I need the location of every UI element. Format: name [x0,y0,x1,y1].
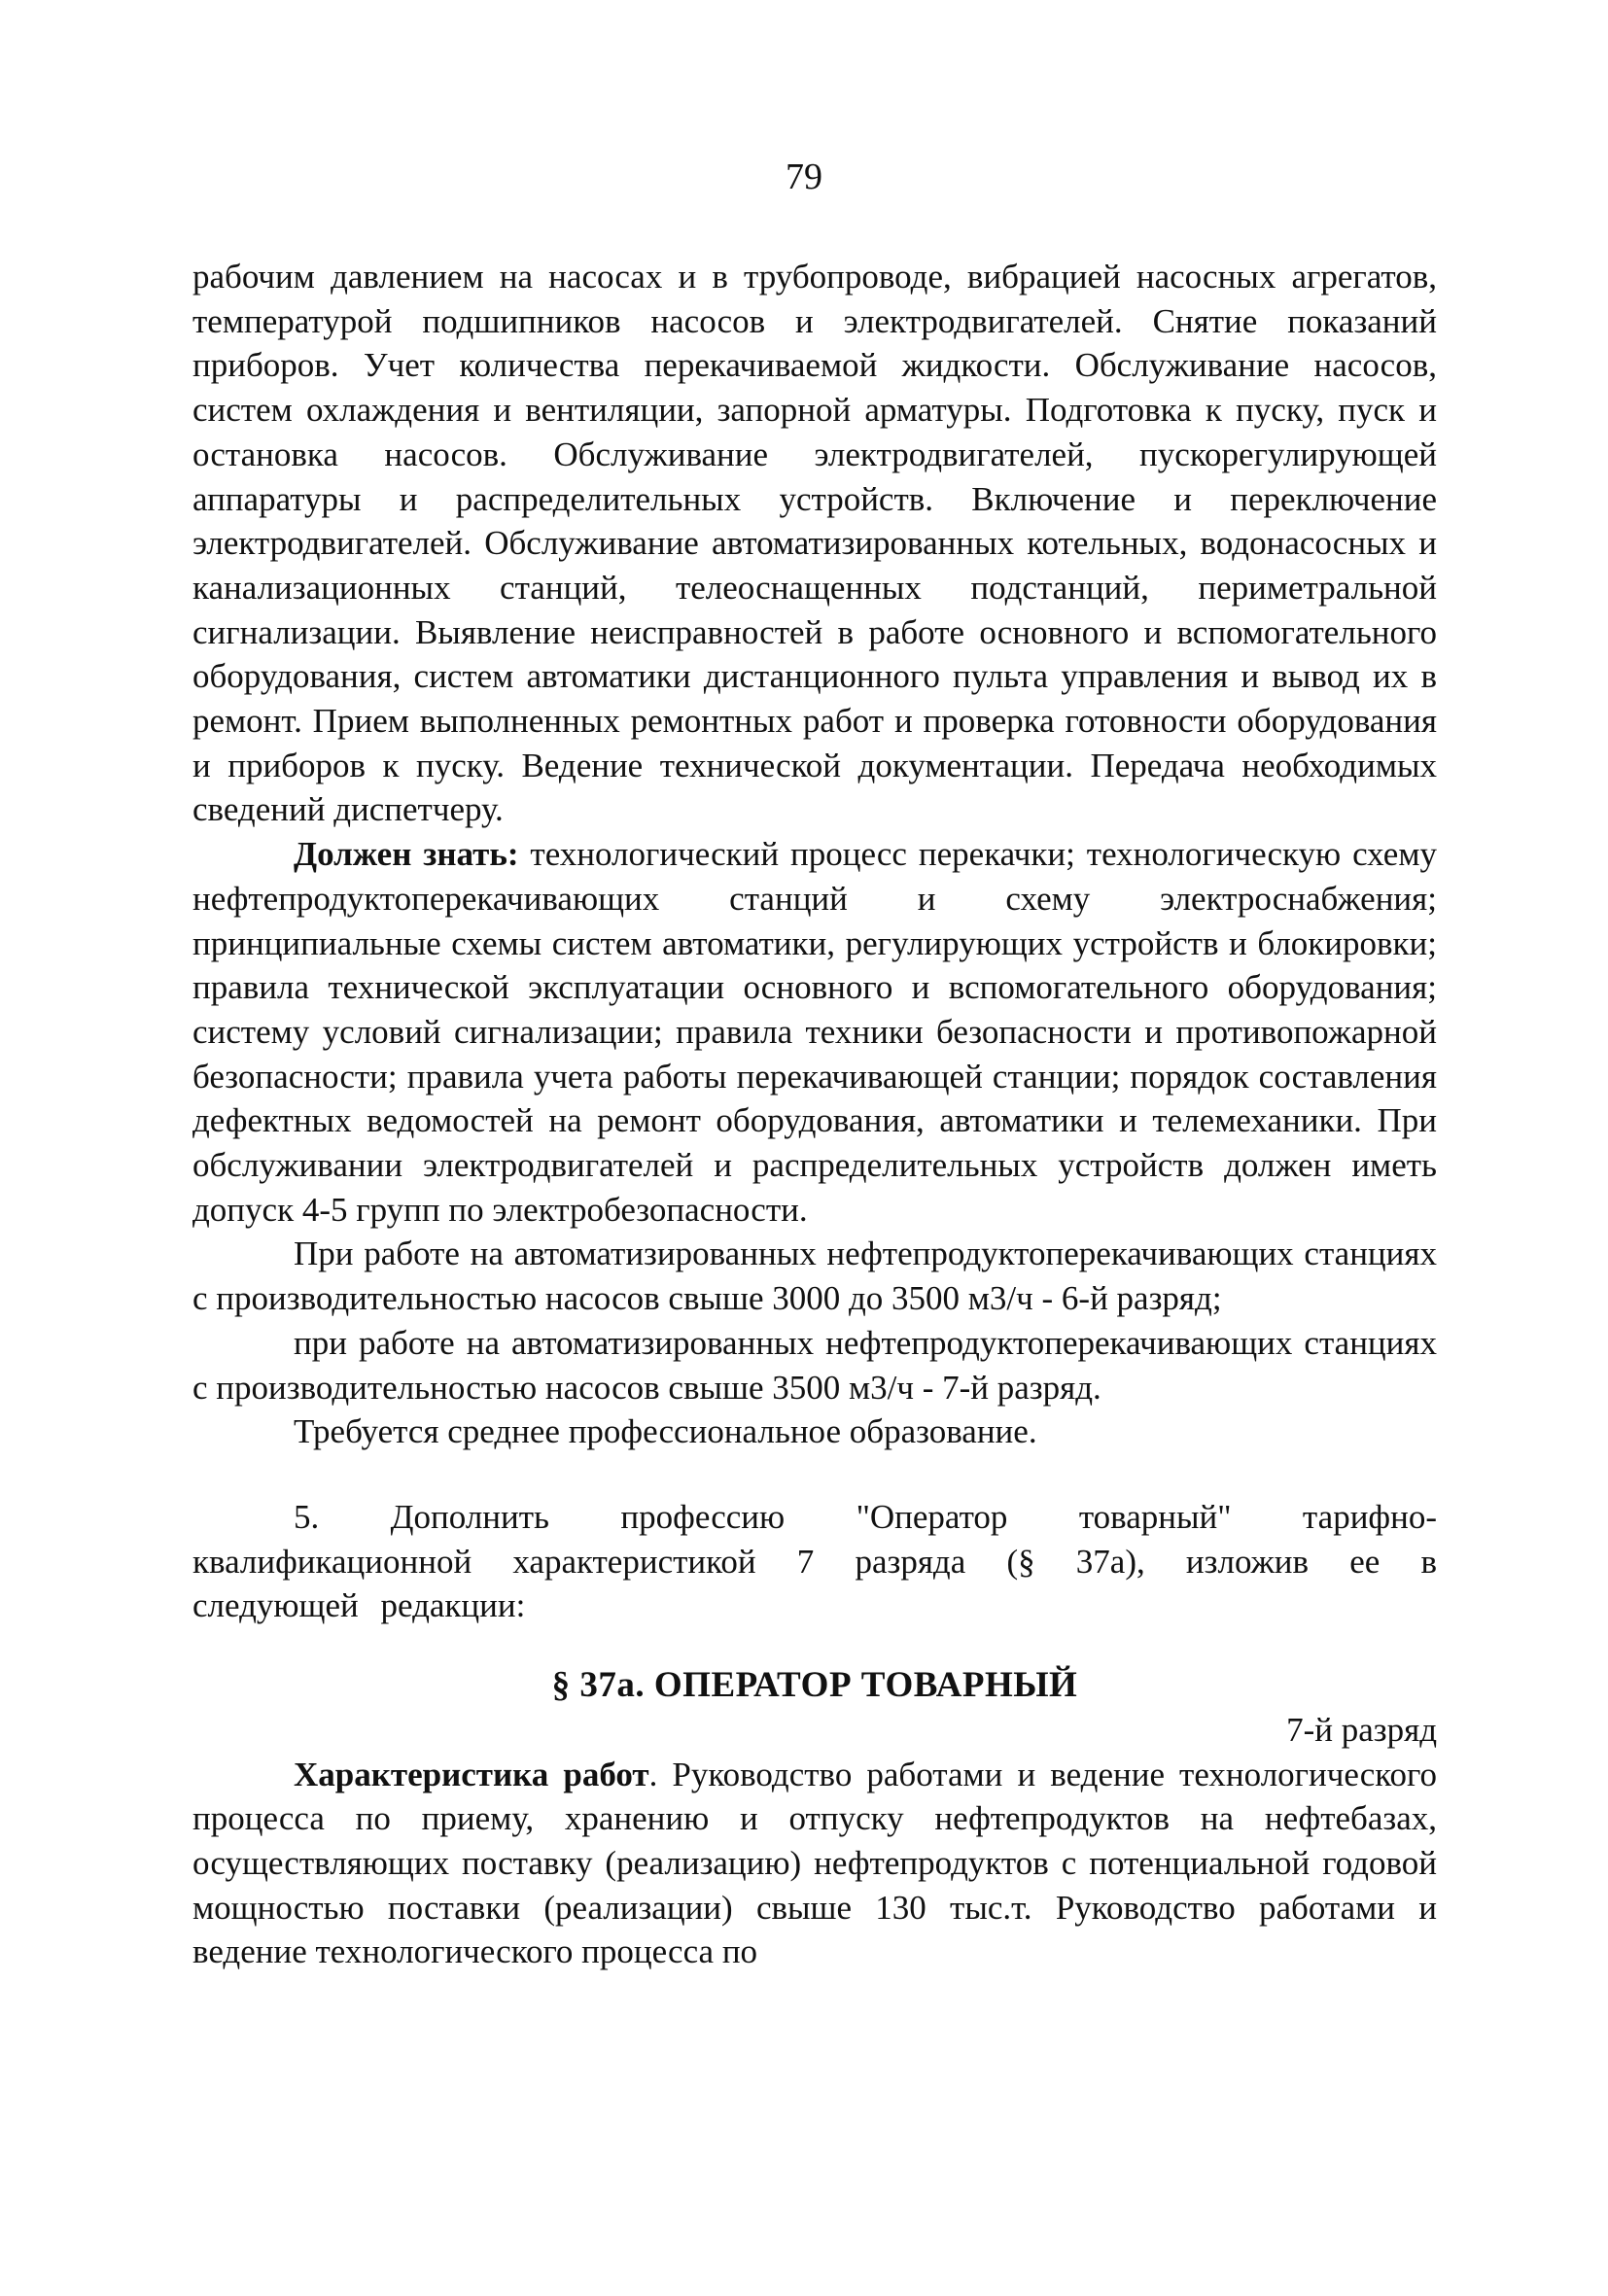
work-characteristic-paragraph [192,1753,1437,1975]
page-number: 79 [786,157,822,197]
section-heading: § 37а. ОПЕРАТОР ТОВАРНЫЙ [551,1665,1078,1706]
amendment-point-5-paragraph: 5. Дополнить профессию "Оператор товарный" тарифно-квалификационной характеристикой 7 разряда (§ 37а), изложив ее в следующей редакции: [192,1497,1437,1625]
must-know-paragraph [192,832,1437,1232]
rank-6-condition-paragraph: При работе на автоматизированных нефтепродуктоперекачивающих станциях с производительностью насосов свыше 3000 до 3500 м3/ч - 6-й разряд; [192,1235,1437,1318]
duties-continuation-paragraph: рабочим давлением на насосах и в трубопроводе, вибрацией насосных агрегатов, температурой подшипников насосов и электродвигателей. Снятие показаний приборов. Учет количества перекачиваемой жидкости. Обслуживание насосов, систем охлаждения и вентиляции, запорной арматуры. Подготовка к пуску, пуск и остановка насосов. Обслуживание электродвигателей, пускорегулирующей аппаратуры и распределительных устройств. Включение и переключение электродвигателей. Обслуживание автоматизированных котельных, водонасосных и канализационных станций, телеоснащенных подстанций, периметральной сигнализации. Выявление неисправностей в работе основного и вспомогательного оборудования, систем автоматики дистанционного пульта управления и вывод их в ремонт. Прием выполненных ремонтных работ и проверка готовности оборудования и приборов к пуску. Ведение технической документации. Передача необходимых сведений диспетчеру. [192,258,1437,829]
rank-7-condition-paragraph: при работе на автоматизированных нефтепродуктоперекачивающих станциях с производительностью насосов свыше 3500 м3/ч - 7-й разряд. [192,1323,1437,1407]
document-body [192,255,1437,1974]
must-know-label: Должен знать: [294,835,519,874]
work-characteristic-text: . Руководство работами и ведение технологического процесса по приему, хранению и отпуску нефтепродуктов на нефтебазах, осуществляющих поставку (реализацию) нефтепродуктов с потенциальной годовой мощностью поставки (реализации) свыше 130 тыс.т. Руководство работами и ведение технологического процесса по [192,1755,1438,1971]
section-rank: 7-й разряд [1286,1710,1437,1749]
work-characteristic-label: Характеристика работ [294,1755,649,1793]
education-requirement-paragraph: Требуется среднее профессиональное образование. [294,1412,1037,1451]
must-know-text: технологический процесс перекачки; технологическую схему нефтепродуктоперекачивающих станций и схему электроснабжения; принципиальные схемы систем автоматики, регулирующих устройств и блокировки; правила технической эксплуатации основного и вспомогательного оборудования; систему условий сигнализации; правила техники безопасности и противопожарной безопасности; правила учета работы перекачивающей станции; порядок составления дефектных ведомостей на ремонт оборудования, автоматики и телемеханики. При обслуживании электродвигателей и распределительных устройств должен иметь допуск 4-5 групп по электробезопасности. [192,835,1437,1229]
